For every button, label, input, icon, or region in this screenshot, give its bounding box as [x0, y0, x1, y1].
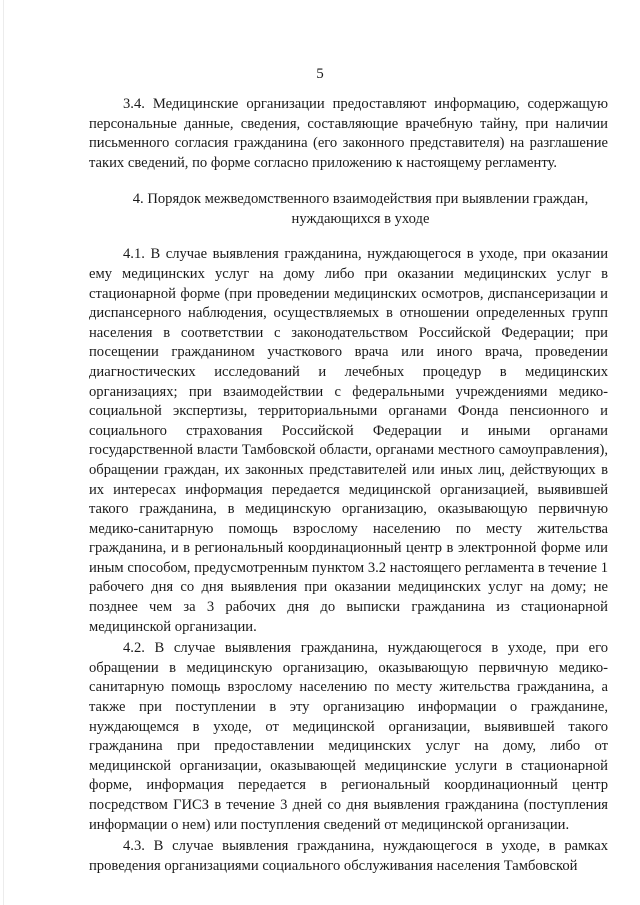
document-body — [89, 95, 608, 876]
paragraph-4-3: 4.3. В случае выявления гражданина, нуждающегося в уходе, в рамках проведения организациями социального обслуживания населения Тамбовской — [89, 838, 608, 874]
paragraph-3-4: 3.4. Медицинские организации предоставляют информацию, содержащую персональные данные, сведения, составляющие врачебную тайну, при наличии письменного согласия гражданина (его законного представителя) на разглашение таких сведений, по форме согласно приложению к настоящему регламенту. — [89, 96, 608, 171]
scan-edge-line — [3, 0, 4, 905]
page-number: 5 — [316, 66, 324, 82]
paragraph-4-1: 4.1. В случае выявления гражданина, нуждающегося в уходе, при оказании ему медицинских услуг на дому либо при оказании медицинских услуг в стационарной форме (при проведении медицинских осмотров, диспансеризации и диспансерного наблюдения, осуществляемых в отношении определенных групп населения в соответствии с законодательством Российской Федерации; при посещении гражданином участкового врача или иного врача, проведении диагностических исследований и лечебных процедур в медицинских организациях; при взаимодействии с федеральными учреждениями медико-социальной экспертизы, территориальными органами Фонда пенсионного и социального страхования Российской Федерации и иными органами государственной власти Тамбовской области, органами местного самоуправления), обращении граждан, их законных представителей или иных лиц, действующих в их интересах информация передается медицинской организацией, выявившей такого гражданина, в медицинскую организацию, оказывающую первичную медико-санитарную помощь взрослому населению по месту жительства гражданина, и в региональный координационный центр в электронной форме или иным способом, предусмотренным пунктом 3.2 настоящего регламента в течение 1 рабочего дня со дня выявления при оказании медицинских услуг на дому; не позднее чем за 3 рабочих дня до выписки гражданина из стационарной медицинской организации. — [89, 246, 608, 635]
section-heading: 4. Порядок межведомственного взаимодействия при выявлении граждан, нуждающихся в уходе — [132, 191, 589, 228]
paragraph-4-2: 4.2. В случае выявления гражданина, нуждающегося в уходе, при его обращении в медицинскую организацию, оказывающую первичную медико-санитарную помощь взрослому населению по месту жительства гражданина, а также при поступлении в эту организацию информации о гражданине, нуждающемся в уходе, от медицинской организации, выявившей такого гражданина при предоставлении медицинских услуг на дому, либо от медицинской организации, оказывающей медицинские услуги в стационарной форме, информация передается в региональный координационный центр посредством ГИСЗ в течение 3 дней со дня выявления гражданина (поступления информации о нем) или поступления сведений от медицинской организации. — [89, 640, 608, 833]
